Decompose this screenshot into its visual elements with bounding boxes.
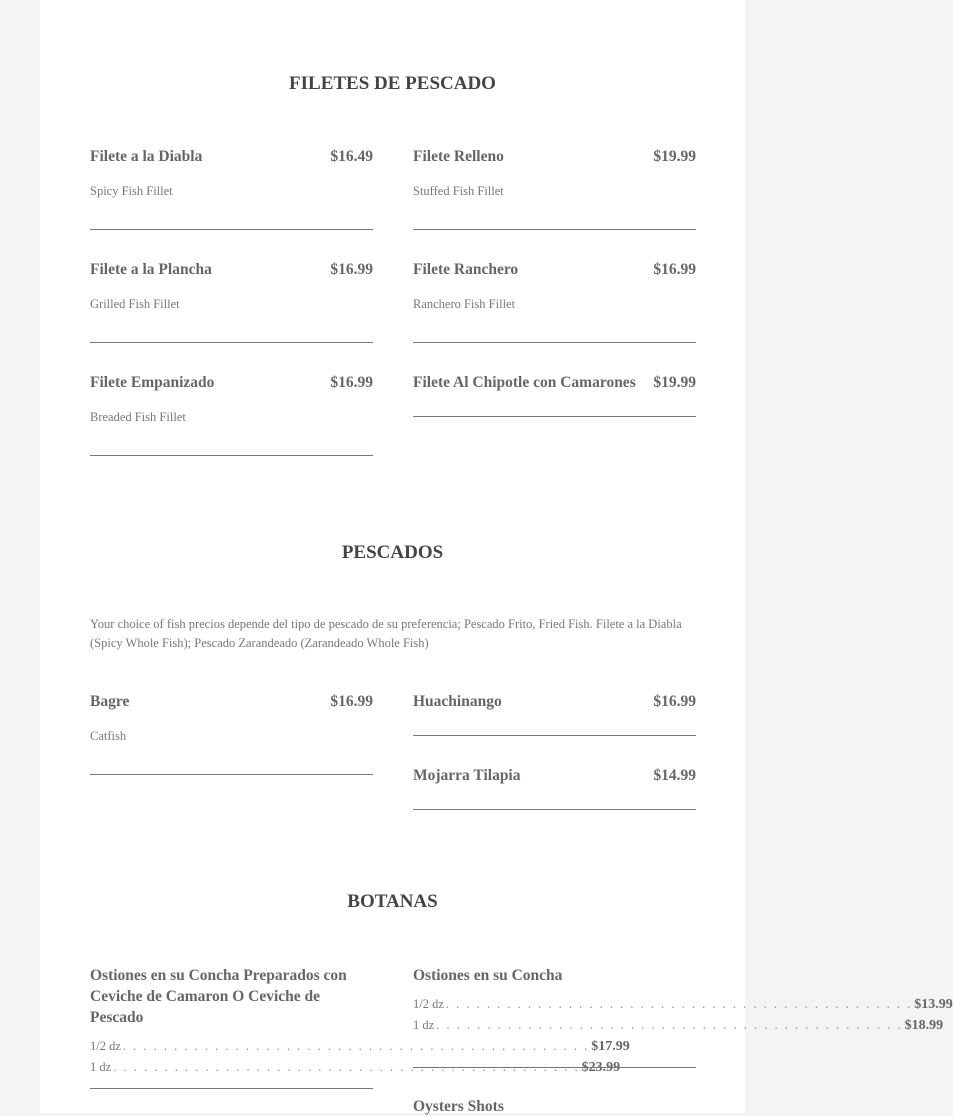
leader-dots: . . . . . . . . . . . . . . . . . . . . . . . . . . . . . . . . . . . . . . . . . . . . . .	[122, 1039, 590, 1053]
menu-item	[90, 693, 373, 744]
item-price: $16.99	[330, 261, 373, 278]
item-description: Grilled Fish Fillet	[90, 297, 180, 311]
leader-dots: . . . . . . . . . . . . . . . . . . . . . . . . . . . . . . . . . . . . . . . . . . . . . .	[113, 1060, 580, 1074]
menu-item	[413, 965, 953, 1039]
divider	[413, 416, 696, 417]
item-price: $14.99	[653, 767, 696, 784]
price-option-amount: $18.99	[904, 1018, 944, 1033]
section-title-botanas: BOTANAS	[347, 891, 438, 912]
menu-item	[90, 374, 373, 425]
item-price: $16.49	[330, 148, 373, 165]
divider	[413, 229, 696, 230]
price-option	[90, 1060, 621, 1081]
item-name: Filete a la Plancha	[90, 261, 212, 278]
item-price: $16.99	[330, 374, 373, 391]
item-name: Mojarra Tilapia	[413, 767, 521, 784]
section-title-filetes: FILETES DE PESCADO	[289, 73, 496, 94]
divider	[90, 342, 373, 343]
price-option	[413, 1018, 944, 1039]
item-name: Filete Relleno	[413, 148, 504, 165]
price-option-label: 1/2 dz	[413, 997, 444, 1011]
price-option-amount: $23.99	[581, 1060, 621, 1075]
divider	[413, 342, 696, 343]
item-name: Bagre	[90, 693, 130, 710]
item-name: Ostiones en su Concha	[413, 967, 563, 984]
item-price: $16.99	[653, 261, 696, 278]
price-option-amount: $17.99	[591, 1039, 630, 1054]
item-name: Huachinango	[413, 693, 502, 710]
item-name: Filete Al Chipotle con Camarones	[413, 374, 636, 391]
item-name: Filete Ranchero	[413, 261, 519, 278]
leader-dots: . . . . . . . . . . . . . . . . . . . . . . . . . . . . . . . . . . . . . . . . . . . . . .	[436, 1018, 903, 1032]
item-price: $19.99	[653, 374, 696, 391]
menu-item	[413, 148, 696, 199]
menu-item	[413, 693, 696, 711]
price-option	[413, 997, 953, 1018]
divider	[90, 1088, 373, 1089]
price-option-label: 1 dz	[90, 1060, 112, 1074]
item-description: Catfish	[90, 729, 127, 743]
menu-item	[413, 261, 696, 312]
item-price: $16.99	[330, 693, 373, 710]
price-option-amount: $13.99	[914, 997, 953, 1012]
divider	[413, 1067, 696, 1068]
menu-item	[90, 148, 373, 199]
divider	[90, 774, 373, 775]
menu-item	[90, 261, 373, 312]
section-title-pescados: PESCADOS	[341, 542, 444, 563]
menu-item	[413, 374, 696, 392]
menu-item	[413, 767, 696, 785]
leader-dots: . . . . . . . . . . . . . . . . . . . . . . . . . . . . . . . . . . . . . . . . . . . . . .	[445, 997, 913, 1011]
section-description: Your choice of fish precios depende del tipo de pescado de su preferencia; Pescado Frito, Fried Fish. Filete a la Diabla (Spicy Whole Fish); Pescado Zarandeado (Zarandeado Whole Fish)	[90, 617, 682, 650]
item-price: $16.99	[653, 693, 696, 710]
divider	[413, 809, 696, 810]
price-option-label: 1 dz	[413, 1018, 435, 1032]
item-name: Ostiones en su Concha Preparados con Ceviche de Camaron O Ceviche de Pescado	[90, 967, 347, 1026]
item-name: Filete Empanizado	[90, 374, 215, 391]
menu-item	[90, 965, 630, 1081]
item-description: Ranchero Fish Fillet	[413, 297, 516, 311]
item-name: Filete a la Diabla	[90, 148, 203, 165]
item-name: Oysters Shots	[413, 1098, 504, 1115]
item-price: $19.99	[653, 148, 696, 165]
menu-page	[40, 0, 953, 1115]
price-option	[90, 1039, 630, 1060]
menu-item	[413, 1098, 696, 1116]
divider	[90, 229, 373, 230]
divider	[413, 735, 696, 736]
item-description: Stuffed Fish Fillet	[413, 184, 504, 198]
item-description: Spicy Fish Fillet	[90, 184, 173, 198]
price-option-label: 1/2 dz	[90, 1039, 121, 1053]
divider	[90, 455, 373, 456]
item-description: Breaded Fish Fillet	[90, 410, 186, 424]
